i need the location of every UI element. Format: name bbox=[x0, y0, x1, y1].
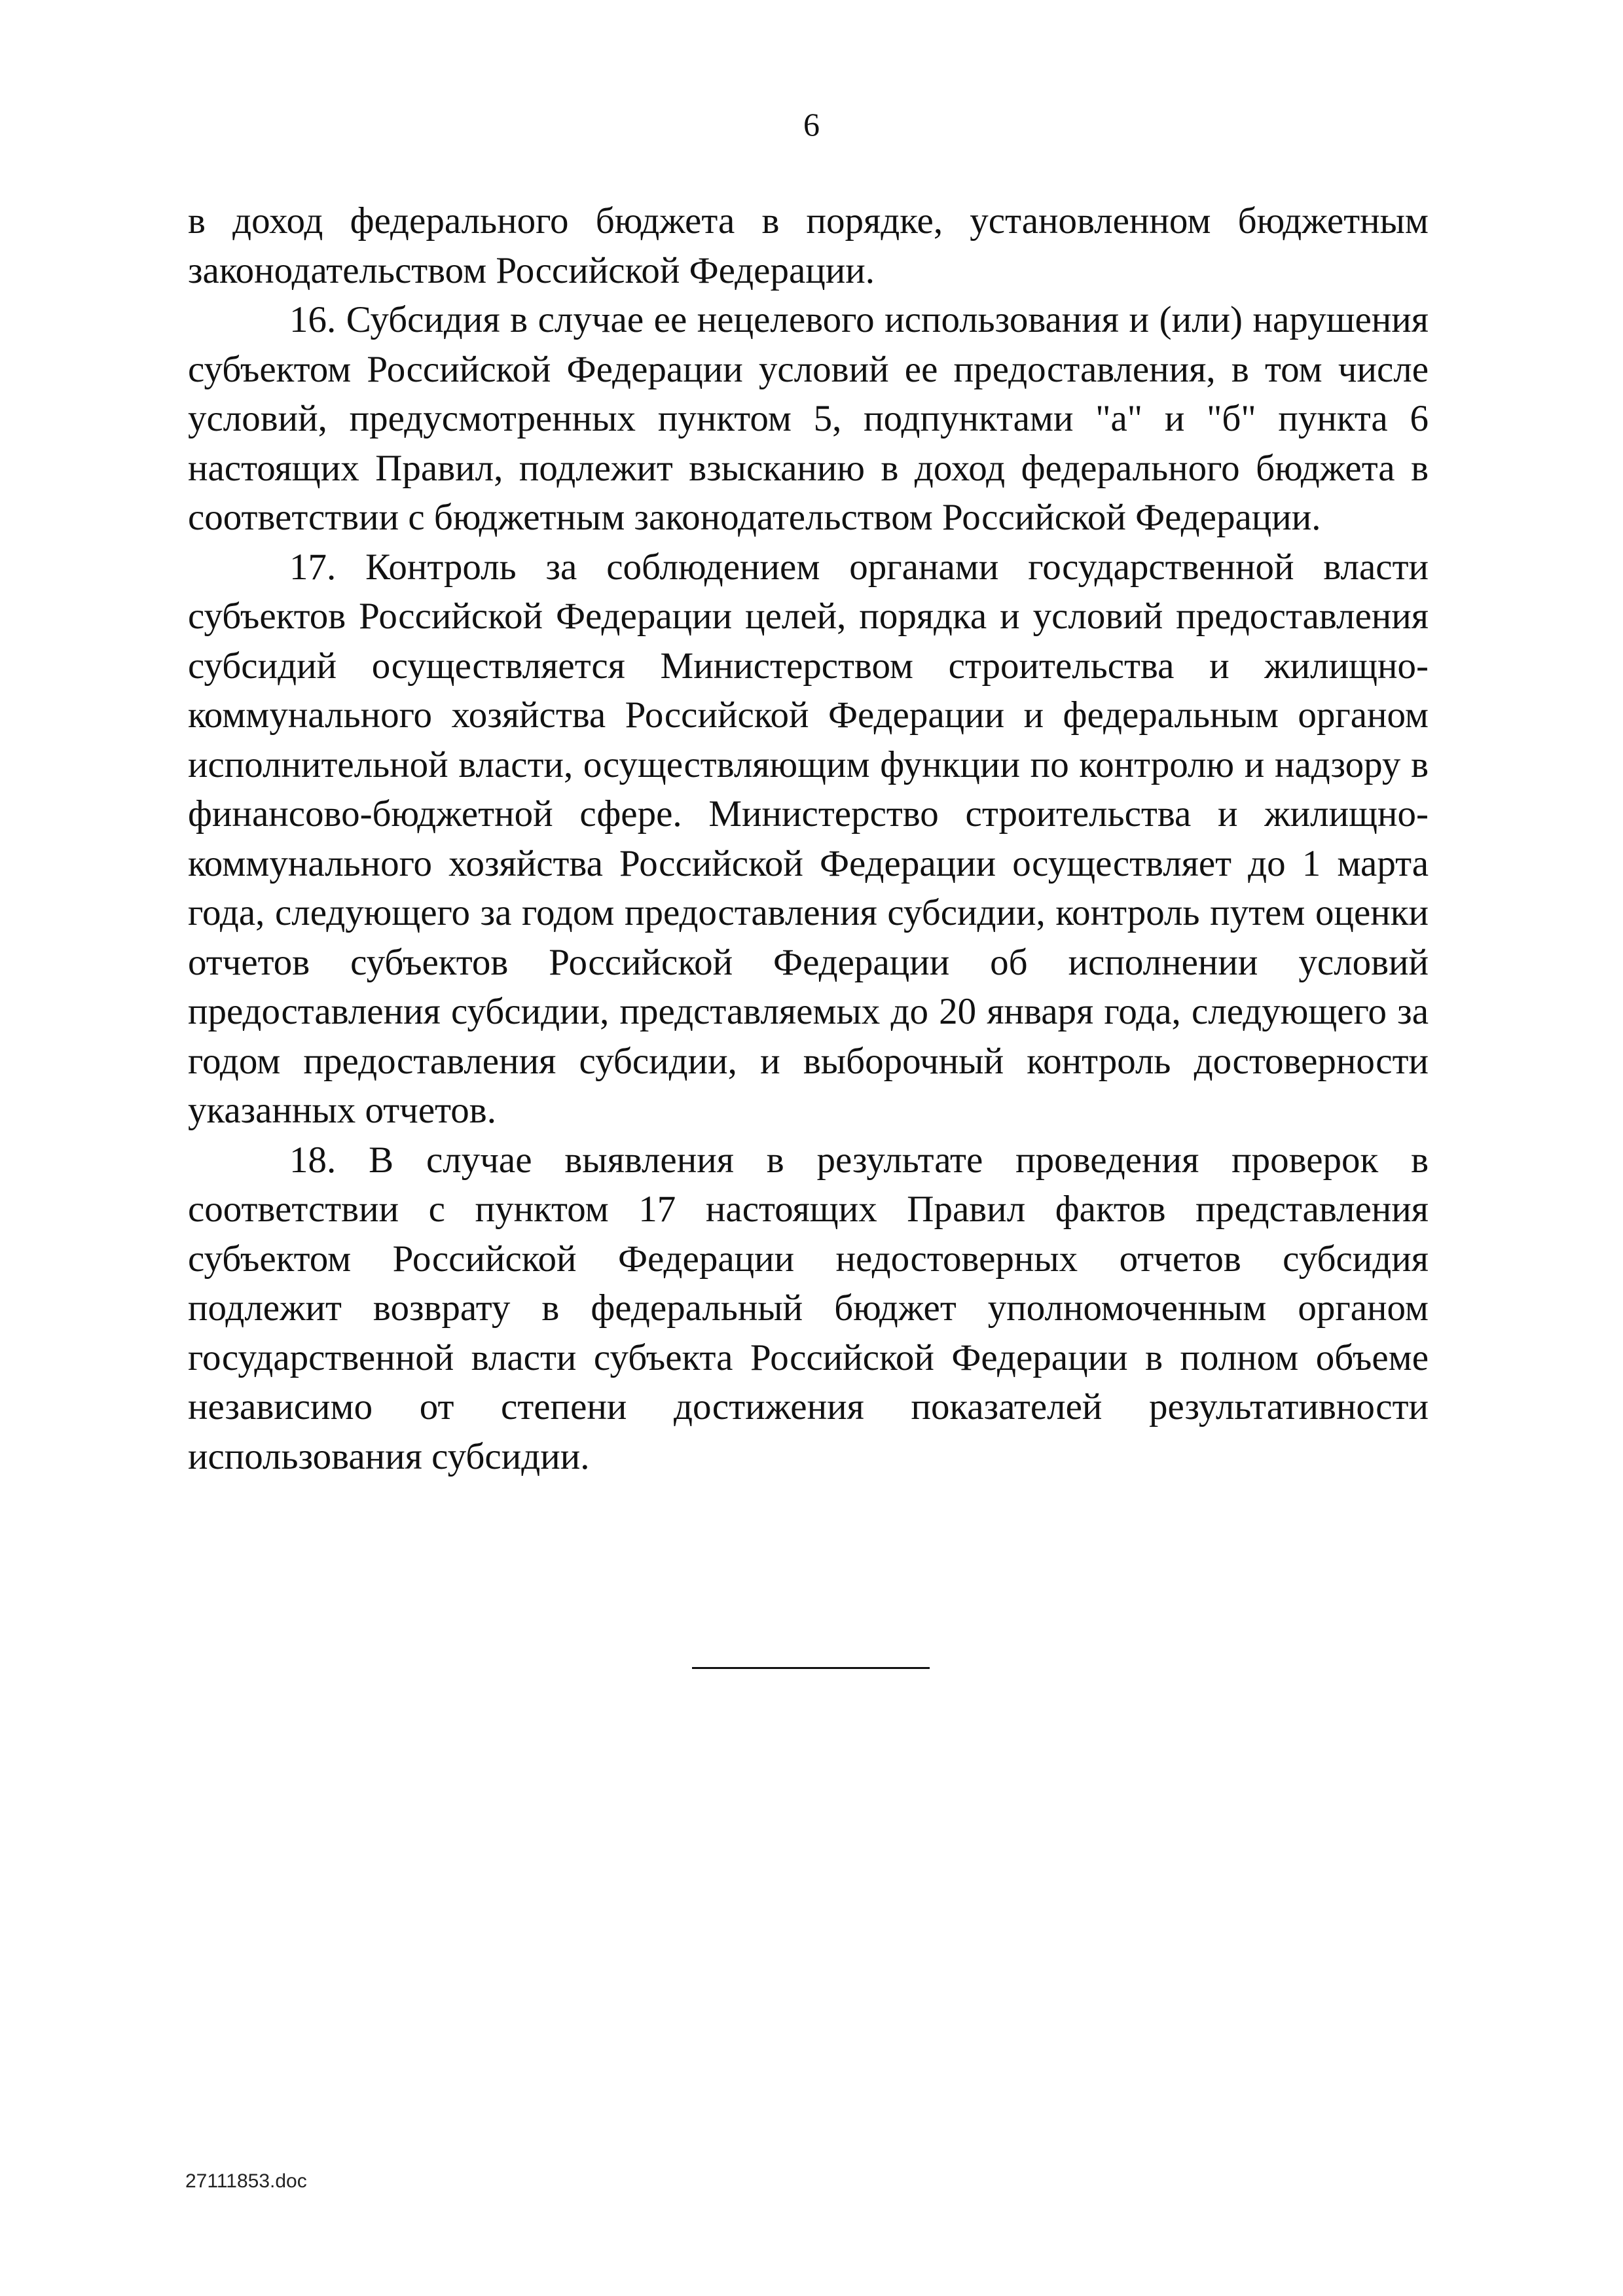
item-number: 18. bbox=[289, 1139, 369, 1181]
paragraph-text: В случае выявления в результате проведения проверок в соответствии с пунктом 17 настоящих Правил фактов представления субъектом Российской Федерации недостоверных отчетов субсидия подлежит возврату в федеральный бюджет уполномоченным органом государственной власти субъекта Российской Федерации в полном объеме независимо от степени достижения показателей результативности использования субсидии. bbox=[188, 1139, 1429, 1477]
end-divider bbox=[692, 1667, 930, 1669]
paragraph-text: в доход федерального бюджета в порядке, установленном бюджетным законодательством Российской Федерации. bbox=[188, 200, 1429, 291]
document-id-footer: 27111853.doc bbox=[185, 2170, 307, 2192]
paragraph-continuation bbox=[188, 196, 1429, 295]
item-number: 16. bbox=[289, 299, 346, 340]
item-number: 17. bbox=[289, 546, 366, 588]
paragraph-text: Субсидия в случае ее нецелевого использования и (или) нарушения субъектом Российской Федерации условий ее предоставления, в том числе условий, предусмотренных пунктом 5, подпунктами "а" и "б" пункта 6 настоящих Правил, подлежит взысканию в доход федерального бюджета в соответствии с бюджетным законодательством Российской Федерации. bbox=[188, 299, 1429, 538]
paragraph-item-16 bbox=[188, 295, 1429, 543]
paragraph-item-18 bbox=[188, 1136, 1429, 1482]
page-number: 6 bbox=[803, 106, 820, 143]
paragraph-text: Контроль за соблюдением органами государственной власти субъектов Российской Федерации целей, порядка и условий предоставления субсидий осуществляется Министерством строительства и жилищно-коммунального хозяйства Российской Федерации и федеральным органом исполнительной власти, осуществляющим функции по контролю и надзору в финансово-бюджетной сфере. Министерство строительства и жилищно-коммунального хозяйства Российской Федерации осуществляет до 1 марта года, следующего за годом предоставления субсидии, контроль путем оценки отчетов субъектов Российской Федерации об исполнении условий предоставления субсидии, представляемых до 20 января года, следующего за годом предоставления субсидии, и выборочный контроль достоверности указанных отчетов. bbox=[188, 546, 1429, 1131]
document-body bbox=[188, 196, 1429, 1481]
paragraph-item-17 bbox=[188, 543, 1429, 1136]
